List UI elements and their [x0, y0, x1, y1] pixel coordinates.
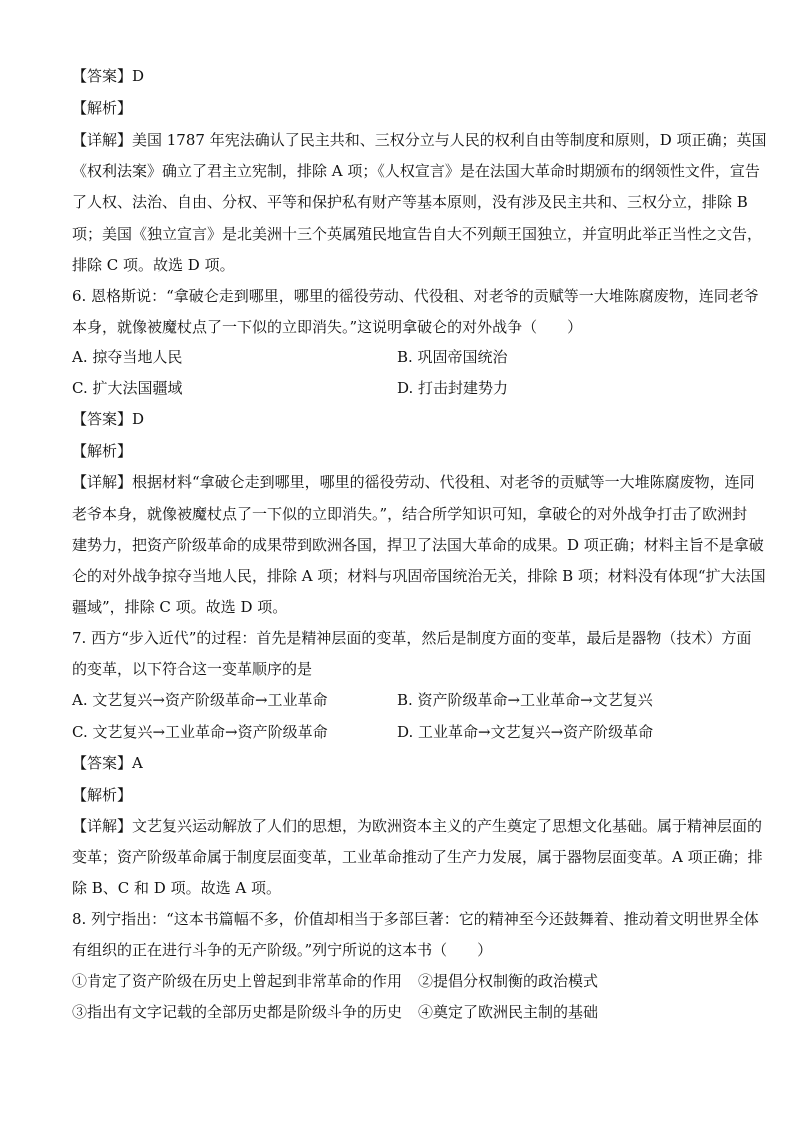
line-detail-5-4: 项；美国《独立宣言》是北美洲十三个英属殖民地宣告自大不列颠王国独立，并宣明此举正当性之文告， — [72, 225, 763, 243]
q6-option-d: D. 打击封建势力 — [397, 379, 509, 397]
q7-option-a: A. 文艺复兴→资产阶级革命→工业革命 — [72, 691, 328, 709]
line-detail-5-5: 排除 C 项。故选 D 项。 — [72, 256, 235, 274]
line-detail-7-1: 【详解】文艺复兴运动解放了人们的思想，为欧洲资本主义的产生奠定了思想文化基础。属于精神层面的 — [72, 817, 763, 835]
line-answer-7: 【答案】A — [72, 754, 143, 772]
line-answer-5: 【答案】D — [72, 67, 145, 85]
q7-option-c: C. 文艺复兴→工业革命→资产阶级革命 — [72, 723, 328, 741]
q8-option-2: ②提倡分权制衡的政治模式 — [418, 972, 599, 990]
line-detail-7-2: 变革；资产阶级革命属于制度层面变革，工业革命推动了生产力发展，属于器物层面变革。A 项正确；排 — [72, 848, 763, 866]
question-7-line-2: 的变革，以下符合这一变革顺序的是 — [72, 660, 313, 678]
line-detail-6-1: 【详解】根据材料“拿破仑走到哪里，哪里的徭役劳动、代役租、对老爷的贡赋等一大堆陈腐废物，连同 — [72, 473, 755, 491]
line-detail-7-3: 除 B、C 和 D 项。故选 A 项。 — [72, 879, 281, 897]
question-7-line-1: 7. 西方“步入近代”的过程：首先是精神层面的变革，然后是制度方面的变革，最后是器物（技术）方面 — [72, 629, 752, 647]
line-detail-5-3: 了人权、法治、自由、分权、平等和保护私有财产等基本原则，没有涉及民主共和、三权分立，排除 B — [72, 193, 748, 211]
question-8-line-1: 8. 列宁指出：“这本书篇幅不多，价值却相当于多部巨著：它的精神至今还鼓舞着、推动着文明世界全体 — [72, 910, 759, 928]
line-detail-6-4: 仑的对外战争掠夺当地人民，排除 A 项；材料与巩固帝国统治无关，排除 B 项；材料没有体现“扩大法国 — [72, 567, 766, 585]
q8-option-1: ①肯定了资产阶级在历史上曾起到非常革命的作用 — [72, 972, 403, 990]
line-analysis-6: 【解析】 — [72, 442, 133, 460]
question-6-line-1: 6. 恩格斯说：“拿破仑走到哪里，哪里的徭役劳动、代役租、对老爷的贡赋等一大堆陈腐废物，连同老爷 — [72, 287, 759, 305]
line-detail-6-2: 老爷本身，就像被魔杖点了一下似的立即消失。”，结合所学知识可知，拿破仑的对外战争打击了欧洲封 — [72, 505, 748, 523]
q7-option-b: B. 资产阶级革命→工业革命→文艺复兴 — [397, 691, 653, 709]
line-detail-5-1: 【详解】美国 1787 年宪法确认了民主共和、三权分立与人民的权利自由等制度和原则，D 项正确；英国 — [72, 131, 767, 149]
q6-option-a: A. 掠夺当地人民 — [72, 348, 183, 366]
line-analysis-7: 【解析】 — [72, 786, 133, 804]
q6-option-b: B. 巩固帝国统治 — [397, 348, 508, 366]
line-detail-5-2: 《权利法案》确立了君主立宪制，排除 A 项；《人权宣言》是在法国大革命时期颁布的纲领性文件，宣告 — [72, 162, 760, 180]
q8-option-4: ④奠定了欧洲民主制的基础 — [418, 1003, 599, 1021]
q7-option-d: D. 工业革命→文艺复兴→资产阶级革命 — [397, 723, 654, 741]
line-detail-6-5: 疆域”，排除 C 项。故选 D 项。 — [72, 598, 288, 616]
line-answer-6: 【答案】D — [72, 410, 145, 428]
line-analysis-5: 【解析】 — [72, 99, 133, 117]
line-detail-6-3: 建势力，把资产阶级革命的成果带到欧洲各国，捍卫了法国大革命的成果。D 项正确；材料主旨不是拿破 — [72, 536, 764, 554]
q8-option-3: ③指出有文字记载的全部历史都是阶级斗争的历史 — [72, 1003, 403, 1021]
question-8-line-2: 有组织的正在进行斗争的无产阶级。”列宁所说的这本书（ ） — [72, 941, 493, 959]
question-6-line-2: 本身，就像被魔杖点了一下似的立即消失。”这说明拿破仑的对外战争（ ） — [72, 318, 583, 336]
q6-option-c: C. 扩大法国疆域 — [72, 379, 183, 397]
